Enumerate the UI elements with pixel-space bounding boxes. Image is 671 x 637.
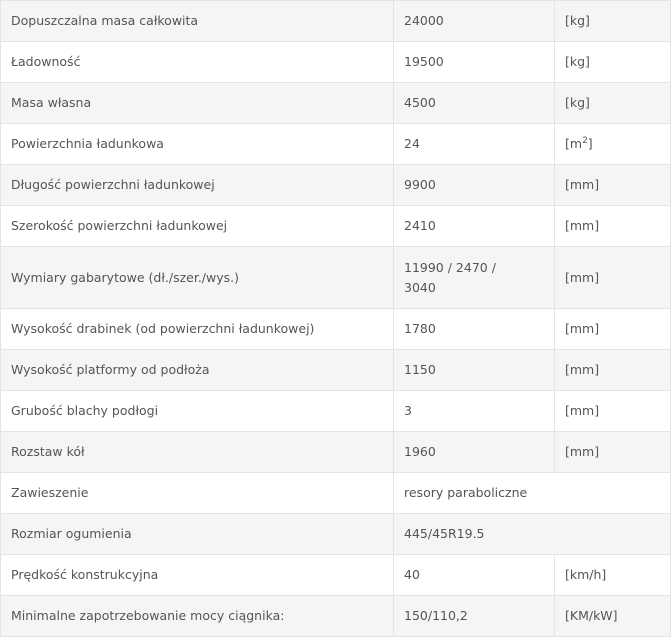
- spec-value: 445/45R19.5: [394, 514, 671, 555]
- value-line-2: 3040: [404, 279, 436, 295]
- unit-prefix: [m: [565, 136, 583, 151]
- spec-value: 24000: [394, 1, 555, 42]
- spec-label: Prędkość konstrukcyjna: [1, 555, 394, 596]
- spec-value: 4500: [394, 83, 555, 124]
- spec-label: Grubość blachy podłogi: [1, 391, 394, 432]
- spec-value: 1960: [394, 432, 555, 473]
- spec-unit: [555, 124, 671, 165]
- spec-label: Zawieszenie: [1, 473, 394, 514]
- table-row: [1, 432, 671, 473]
- spec-value: resory paraboliczne: [394, 473, 671, 514]
- table-row: [1, 206, 671, 247]
- spec-value: 24: [394, 124, 555, 165]
- spec-label: Dopuszczalna masa całkowita: [1, 1, 394, 42]
- spec-label: Wysokość platformy od podłoża: [1, 350, 394, 391]
- spec-label: Wysokość drabinek (od powierzchni ładunkowej): [1, 309, 394, 350]
- spec-value: 1780: [394, 309, 555, 350]
- table-row: [1, 124, 671, 165]
- table-row: [1, 350, 671, 391]
- table-row: [1, 247, 671, 309]
- spec-unit: [mm]: [555, 432, 671, 473]
- spec-value: 3: [394, 391, 555, 432]
- value-line-1: 11990 / 2470 /: [404, 259, 496, 275]
- spec-unit: [kg]: [555, 42, 671, 83]
- table-row: [1, 309, 671, 350]
- spec-label: Rozstaw kół: [1, 432, 394, 473]
- spec-unit: [mm]: [555, 165, 671, 206]
- spec-value: [394, 247, 555, 309]
- spec-unit: [km/h]: [555, 555, 671, 596]
- spec-label: Rozmiar ogumienia: [1, 514, 394, 555]
- table-row: [1, 42, 671, 83]
- spec-unit: [mm]: [555, 247, 671, 309]
- spec-value: 19500: [394, 42, 555, 83]
- unit-superscript: 2: [582, 135, 588, 146]
- spec-unit: [kg]: [555, 83, 671, 124]
- spec-label: Wymiary gabarytowe (dł./szer./wys.): [1, 247, 394, 309]
- spec-value: 150/110,2: [394, 596, 555, 637]
- table-row: [1, 555, 671, 596]
- spec-label: Minimalne zapotrzebowanie mocy ciągnika:: [1, 596, 394, 637]
- table-row: [1, 1, 671, 42]
- spec-unit: [mm]: [555, 309, 671, 350]
- spec-unit: [kg]: [555, 1, 671, 42]
- unit-suffix: ]: [587, 136, 593, 151]
- spec-unit: [mm]: [555, 350, 671, 391]
- spec-label: Długość powierzchni ładunkowej: [1, 165, 394, 206]
- spec-label: Ładowność: [1, 42, 394, 83]
- spec-value: 9900: [394, 165, 555, 206]
- spec-value: 1150: [394, 350, 555, 391]
- spec-label: Powierzchnia ładunkowa: [1, 124, 394, 165]
- spec-unit: [KM/kW]: [555, 596, 671, 637]
- spec-label: Szerokość powierzchni ładunkowej: [1, 206, 394, 247]
- table-row: [1, 596, 671, 637]
- table-row: [1, 473, 671, 514]
- spec-unit: [mm]: [555, 206, 671, 247]
- spec-label: Masa własna: [1, 83, 394, 124]
- table-row: [1, 165, 671, 206]
- spec-value: 40: [394, 555, 555, 596]
- spec-value: 2410: [394, 206, 555, 247]
- spec-unit: [mm]: [555, 391, 671, 432]
- table-row: [1, 391, 671, 432]
- table-row: [1, 83, 671, 124]
- table-row: [1, 514, 671, 555]
